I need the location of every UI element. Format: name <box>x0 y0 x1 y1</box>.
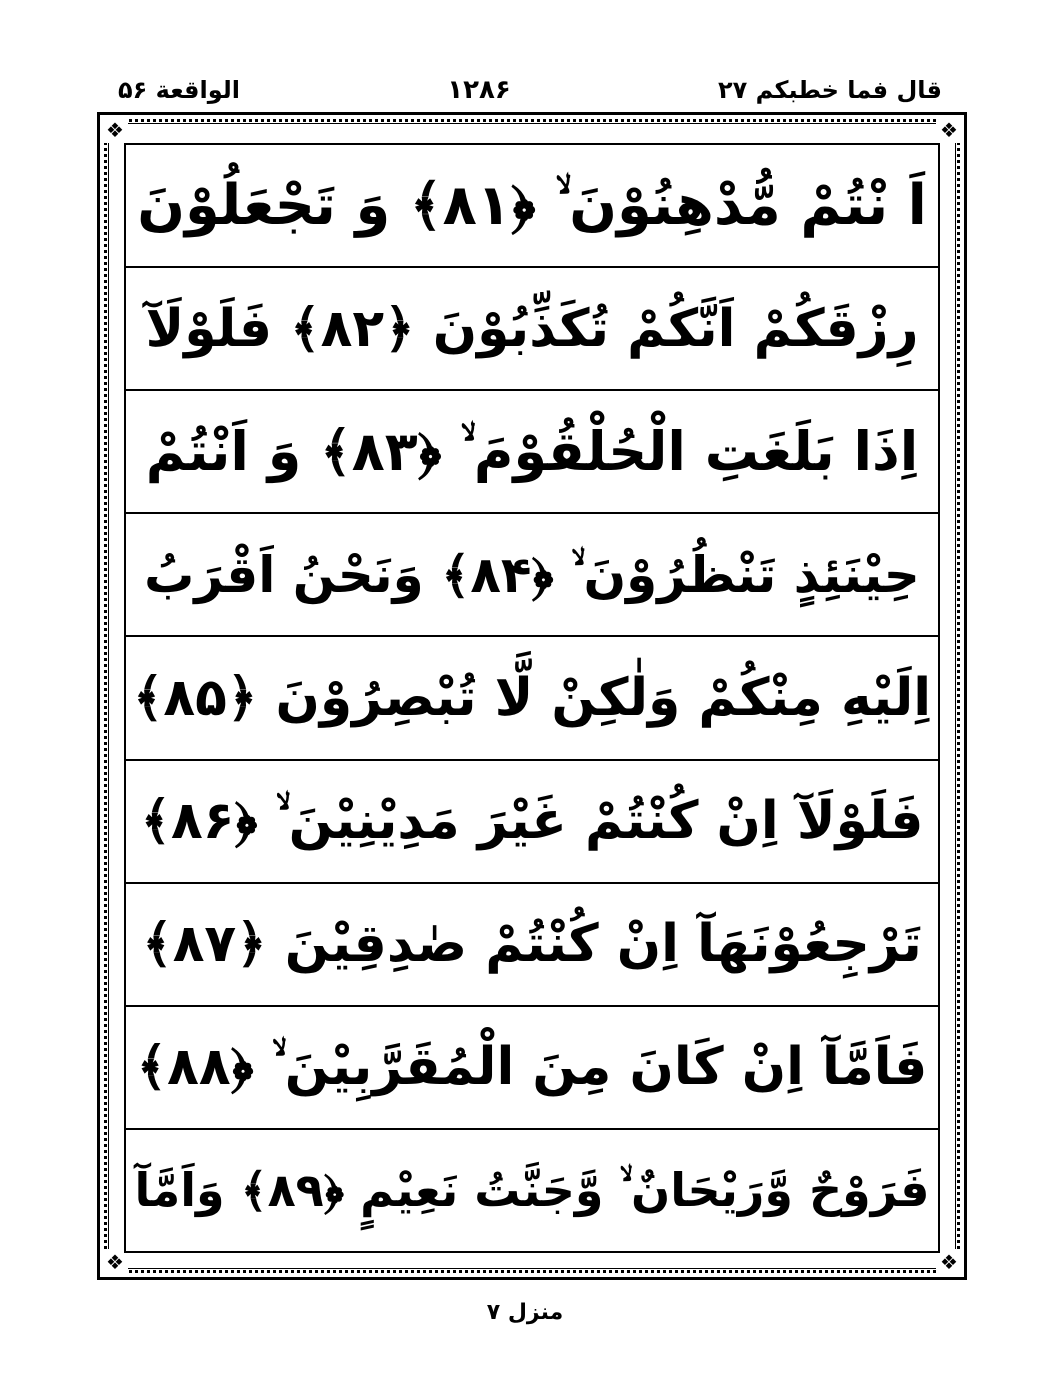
verse-line-7: تَرْجِعُوْنَهَآ اِنْ كُنْتُمْ صٰدِقِيْنَ ﴿۸۷﴾ <box>126 884 938 1007</box>
verse-line-9: فَرَوْحٌ وَّرَيْحَانٌ ۙ وَّجَنَّتُ نَعِيْمٍ ﴿۸۹﴾ وَاَمَّآ <box>134 1163 930 1218</box>
corner-ornament-icon: ❖ <box>936 117 962 143</box>
verse-line-5: اِلَيْهِ مِنْكُمْ وَلٰكِنْ لَّا تُبْصِرُوْنَ ﴿۸۵﴾ <box>126 637 938 760</box>
verse-block <box>124 143 940 1253</box>
verse-line-4: حِيْنَئِذٍ تَنْظُرُوْنَ ۙ ﴿۸۴﴾ وَنَحْنُ اَقْرَبُ <box>126 514 938 637</box>
juz-title: قال فما خطبکم ۲۷ <box>718 76 942 104</box>
verse-line-1: اَ نْتُمْ مُّدْهِنُوْنَ ۙ ﴿۸۱﴾ وَ تَجْعَلُوْنَ <box>126 145 938 268</box>
manzil-footer: منزل ۷ <box>486 1300 564 1325</box>
corner-ornament-icon: ❖ <box>102 1249 128 1275</box>
page-frame <box>97 112 967 1280</box>
corner-ornament-icon: ❖ <box>102 117 128 143</box>
verse-line-6: فَلَوْلَآ اِنْ كُنْتُمْ غَيْرَ مَدِيْنِيْنَ ۙ ﴿۸۶﴾ <box>126 761 938 884</box>
verse-line-2: رِزْقَكُمْ اَنَّكُمْ تُكَذِّبُوْنَ ﴿۸۲﴾ فَلَوْلَآ <box>126 268 938 391</box>
verse-line-8: فَاَمَّآ اِنْ كَانَ مِنَ الْمُقَرَّبِيْنَ ۙ ﴿۸۸﴾ <box>126 1007 938 1130</box>
surah-title: الواقعة ۵۶ <box>118 76 240 104</box>
verse-line-3: اِذَا بَلَغَتِ الْحُلْقُوْمَ ۙ ﴿۸۳﴾ وَ اَنْتُمْ <box>126 391 938 514</box>
page-number: ۱۲۸۶ <box>447 75 511 105</box>
corner-ornament-icon: ❖ <box>936 1249 962 1275</box>
page-header <box>118 70 942 110</box>
